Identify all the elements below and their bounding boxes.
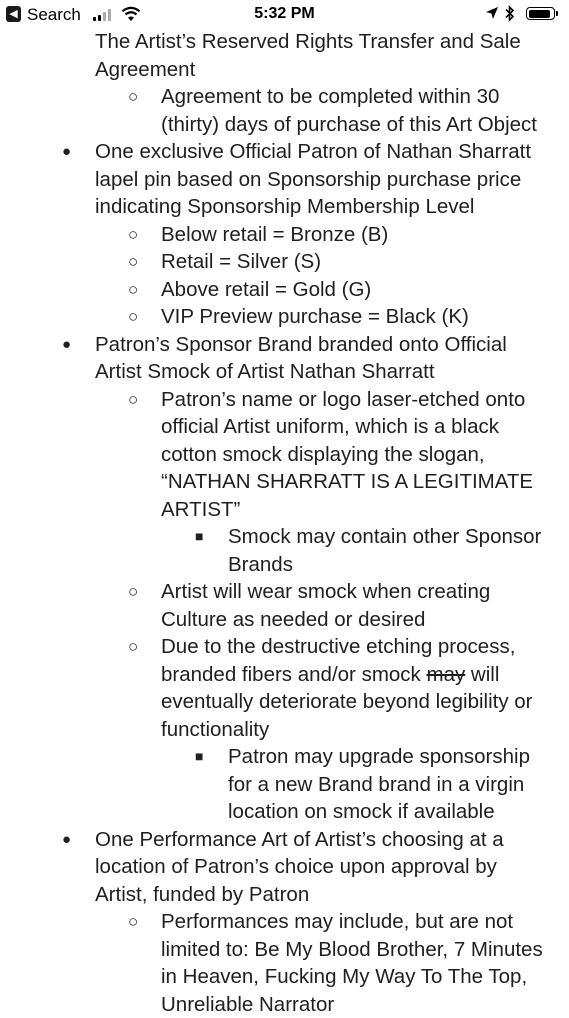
location-arrow-icon: [485, 6, 499, 20]
doc-line: Culture as needed or desired: [161, 606, 425, 634]
hollow-bullet-icon: ○: [128, 83, 138, 111]
status-bar: [0, 0, 569, 28]
doc-line: lapel pin based on Sponsorship purchase price: [95, 166, 521, 194]
battery-icon: [526, 7, 555, 20]
solid-bullet-icon: ●: [62, 138, 71, 166]
doc-line: Patron may upgrade sponsorship: [228, 743, 530, 771]
hollow-bullet-icon: ○: [128, 908, 138, 936]
back-to-search-link[interactable]: Search: [27, 5, 81, 25]
hollow-bullet-icon: ○: [128, 248, 138, 276]
doc-line: The Artist’s Reserved Rights Transfer and Sale: [95, 28, 521, 56]
doc-line: location on smock if available: [228, 798, 495, 826]
doc-line: Smock may contain other Sponsor: [228, 523, 541, 551]
doc-line: location of Patron’s choice upon approval by: [95, 853, 497, 881]
hollow-bullet-icon: ○: [128, 276, 138, 304]
doc-line: “NATHAN SHARRATT IS A LEGITIMATE: [161, 468, 533, 496]
doc-line: Below retail = Bronze (B): [161, 221, 388, 249]
hollow-bullet-icon: ○: [128, 303, 138, 331]
hollow-bullet-icon: ○: [128, 386, 138, 414]
doc-text: will: [465, 663, 499, 686]
doc-line: Performances may include, but are not: [161, 908, 513, 936]
square-bullet-icon: ■: [195, 523, 203, 551]
doc-line: Agreement to be completed within 30: [161, 83, 499, 111]
hollow-bullet-icon: ○: [128, 578, 138, 606]
square-bullet-icon: ■: [195, 743, 203, 771]
doc-line: ARTIST”: [161, 496, 240, 524]
doc-line: Due to the destructive etching process,: [161, 633, 515, 661]
doc-line: One exclusive Official Patron of Nathan Sharratt: [95, 138, 531, 166]
status-time: 5:32 PM: [0, 5, 569, 23]
solid-bullet-icon: ●: [62, 826, 71, 854]
hollow-bullet-icon: ○: [128, 633, 138, 661]
doc-line: eventually deteriorate beyond legibility or: [161, 688, 533, 716]
doc-line: Artist will wear smock when creating: [161, 578, 490, 606]
doc-line: for a new Brand brand in a virgin: [228, 771, 524, 799]
doc-line: indicating Sponsorship Membership Level: [95, 193, 474, 221]
doc-line: Artist, funded by Patron: [95, 881, 309, 909]
doc-line: limited to: Be My Blood Brother, 7 Minutes: [161, 936, 543, 964]
back-arrow-icon[interactable]: ◀: [6, 6, 21, 22]
doc-line: Above retail = Gold (G): [161, 276, 371, 304]
doc-line: One Performance Art of Artist’s choosing at a: [95, 826, 504, 854]
doc-line: Patron’s Sponsor Brand branded onto Official: [95, 331, 507, 359]
doc-line: official Artist uniform, which is a black: [161, 413, 499, 441]
doc-line: in Heaven, Fucking My Way To The Top,: [161, 963, 527, 991]
doc-line: [161, 661, 499, 689]
doc-line: cotton smock displaying the slogan,: [161, 441, 485, 469]
doc-line: (thirty) days of purchase of this Art Object: [161, 111, 537, 139]
solid-bullet-icon: ●: [62, 331, 71, 359]
doc-line: functionality: [161, 716, 269, 744]
doc-line: Agreement: [95, 56, 195, 84]
struck-text: may: [427, 663, 466, 686]
doc-line: Patron’s name or logo laser-etched onto: [161, 386, 525, 414]
doc-line: Retail = Silver (S): [161, 248, 321, 276]
doc-line: Brands: [228, 551, 293, 579]
bluetooth-icon: [505, 5, 515, 22]
doc-line: Unreliable Narrator: [161, 991, 334, 1018]
hollow-bullet-icon: ○: [128, 221, 138, 249]
doc-line: Artist Smock of Artist Nathan Sharratt: [95, 358, 435, 386]
doc-text: branded fibers and/or smock: [161, 663, 427, 686]
doc-line: VIP Preview purchase = Black (K): [161, 303, 469, 331]
